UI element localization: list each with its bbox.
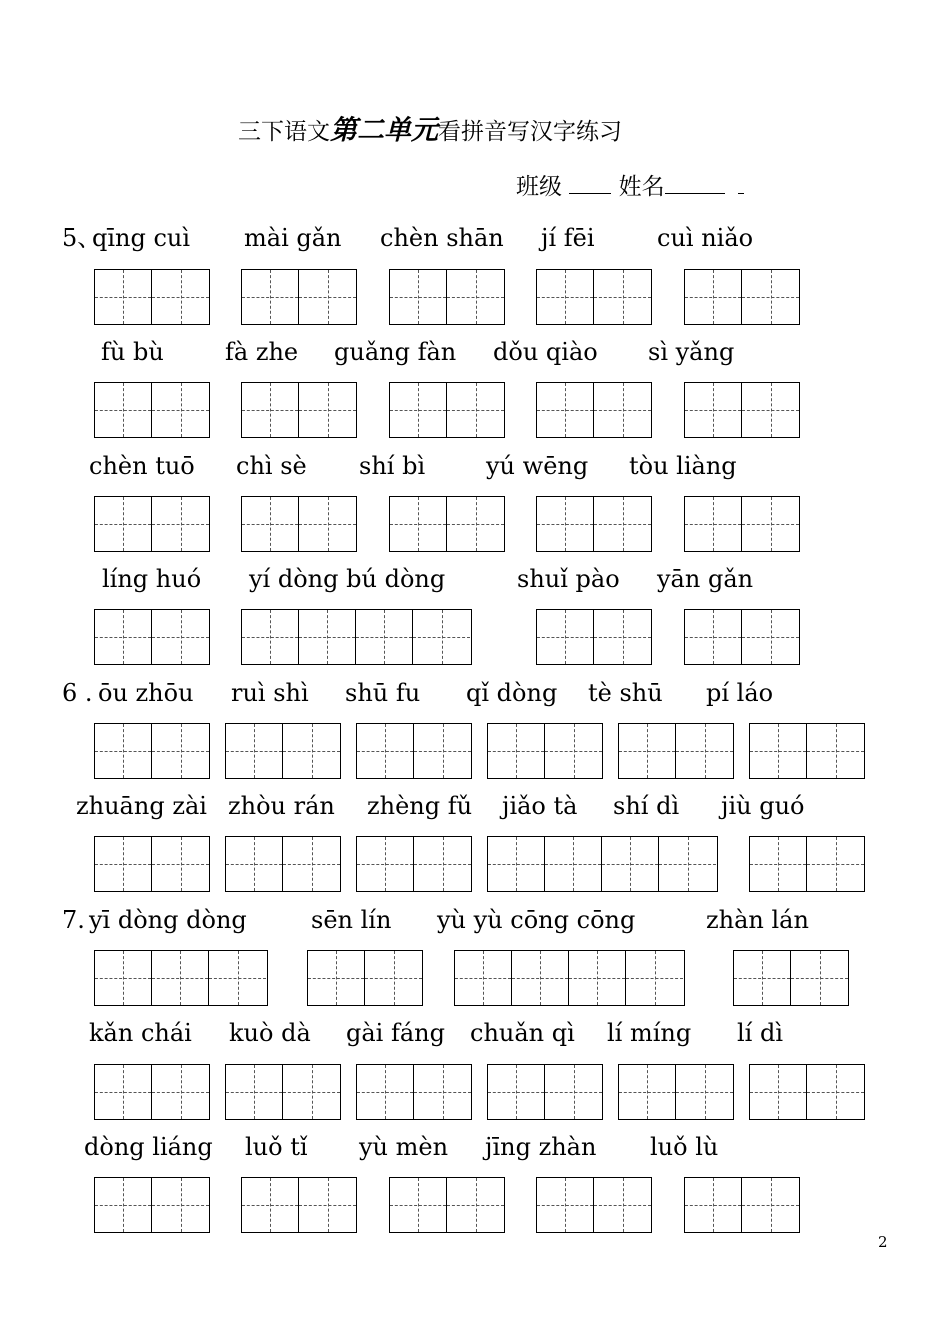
writing-grid[interactable] (94, 836, 210, 892)
section-label: 6 . (62, 679, 93, 707)
writing-grid[interactable] (225, 1064, 341, 1120)
class-blank[interactable] (569, 175, 611, 194)
section-label: 7. (62, 906, 85, 934)
pinyin-word: dòng liáng (84, 1133, 213, 1161)
writing-grid[interactable] (733, 950, 849, 1006)
name-blank[interactable] (665, 175, 725, 194)
writing-grid[interactable] (389, 382, 505, 438)
writing-grid[interactable] (536, 269, 652, 325)
writing-grid[interactable] (684, 496, 800, 552)
writing-grid[interactable] (618, 1064, 734, 1120)
pinyin-word: pí láo (706, 679, 774, 707)
writing-grid[interactable] (684, 1177, 800, 1233)
pinyin-word: yí dòng bú dòng (249, 565, 446, 593)
writing-grid[interactable] (356, 1064, 472, 1120)
writing-grid[interactable] (749, 1064, 865, 1120)
pinyin-word: qīng cuì (92, 224, 191, 252)
pinyin-word: yān gǎn (657, 565, 754, 593)
pinyin-word: líng huó (102, 565, 202, 593)
pinyin-word: dǒu qiào (493, 338, 598, 366)
pinyin-word: shuǐ pào (517, 565, 620, 593)
class-label: 班级 (516, 174, 562, 200)
writing-grid[interactable] (749, 723, 865, 779)
pinyin-word: zhèng fǔ (367, 792, 473, 820)
writing-grid[interactable] (241, 609, 472, 665)
pinyin-word: luǒ tǐ (245, 1133, 308, 1161)
pinyin-word: jīng zhàn (485, 1133, 597, 1161)
pinyin-word: yù yù cōng cōng (437, 906, 636, 934)
class-name-line (516, 168, 744, 201)
writing-grid[interactable] (94, 723, 210, 779)
section-label: 5、 (62, 224, 102, 252)
writing-grid[interactable] (389, 496, 505, 552)
title-prefix: 三下语文 (238, 119, 330, 145)
writing-grid[interactable] (684, 382, 800, 438)
name-blank-tail (738, 175, 744, 194)
pinyin-word: zhàn lán (706, 906, 809, 934)
writing-grid[interactable] (94, 609, 210, 665)
writing-grid[interactable] (487, 1064, 603, 1120)
writing-grid[interactable] (94, 382, 210, 438)
writing-grid[interactable] (241, 269, 357, 325)
writing-grid[interactable] (225, 723, 341, 779)
pinyin-word: jí fēi (541, 224, 595, 252)
pinyin-word: chuǎn qì (470, 1019, 575, 1047)
title-suffix: 看拼音写汉字练习 (438, 119, 622, 145)
writing-grid[interactable] (684, 269, 800, 325)
page-number: 2 (878, 1233, 888, 1251)
writing-grid[interactable] (94, 269, 210, 325)
writing-grid[interactable] (536, 609, 652, 665)
pinyin-word: kǎn chái (89, 1019, 192, 1047)
writing-grid[interactable] (487, 836, 718, 892)
writing-grid[interactable] (94, 950, 268, 1006)
writing-grid[interactable] (749, 836, 865, 892)
pinyin-word: luǒ lù (650, 1133, 719, 1161)
pinyin-word: shí dì (613, 792, 680, 820)
pinyin-word: lí dì (737, 1019, 784, 1047)
pinyin-word: lí míng (607, 1019, 692, 1047)
writing-grid[interactable] (536, 382, 652, 438)
pinyin-word: chì sè (236, 452, 307, 480)
pinyin-word: chèn tuō (89, 452, 195, 480)
writing-grid[interactable] (684, 609, 800, 665)
pinyin-word: cuì niǎo (657, 224, 754, 252)
writing-grid[interactable] (94, 1064, 210, 1120)
pinyin-word: fù bù (101, 338, 164, 366)
writing-grid[interactable] (536, 1177, 652, 1233)
pinyin-word: yù mèn (359, 1133, 449, 1161)
pinyin-word: yī dòng dòng (89, 906, 247, 934)
writing-grid[interactable] (94, 496, 210, 552)
page-title (0, 108, 860, 147)
pinyin-word: qǐ dòng (466, 679, 558, 707)
writing-grid[interactable] (241, 496, 357, 552)
pinyin-word: mài gǎn (244, 224, 342, 252)
pinyin-word: yú wēng (486, 452, 589, 480)
pinyin-word: ruì shì (231, 679, 309, 707)
pinyin-word: jiǎo tà (502, 792, 578, 820)
name-label: 姓名 (618, 174, 665, 200)
writing-grid[interactable] (389, 1177, 505, 1233)
writing-grid[interactable] (241, 1177, 357, 1233)
writing-grid[interactable] (356, 723, 472, 779)
pinyin-word: shí bì (359, 452, 426, 480)
writing-grid[interactable] (307, 950, 423, 1006)
writing-grid[interactable] (389, 269, 505, 325)
pinyin-word: tòu liàng (629, 452, 737, 480)
pinyin-word: shū fu (345, 679, 421, 707)
pinyin-word: chèn shān (380, 224, 504, 252)
writing-grid[interactable] (94, 1177, 210, 1233)
pinyin-word: sì yǎng (648, 338, 735, 366)
writing-grid[interactable] (225, 836, 341, 892)
pinyin-word: guǎng fàn (334, 338, 457, 366)
pinyin-word: zhuāng zài (76, 792, 207, 820)
pinyin-word: ōu zhōu (98, 679, 194, 707)
writing-grid[interactable] (241, 382, 357, 438)
writing-grid[interactable] (454, 950, 685, 1006)
writing-grid[interactable] (487, 723, 603, 779)
pinyin-word: fà zhe (225, 338, 299, 366)
pinyin-word: sēn lín (311, 906, 392, 934)
pinyin-word: tè shū (588, 679, 663, 707)
pinyin-word: gài fáng (346, 1019, 445, 1047)
pinyin-word: zhòu rán (228, 792, 335, 820)
writing-grid[interactable] (618, 723, 734, 779)
pinyin-word: jiù guó (721, 792, 805, 820)
writing-grid[interactable] (356, 836, 472, 892)
title-unit: 第二单元 (330, 115, 438, 146)
pinyin-word: kuò dà (229, 1019, 311, 1047)
writing-grid[interactable] (536, 496, 652, 552)
